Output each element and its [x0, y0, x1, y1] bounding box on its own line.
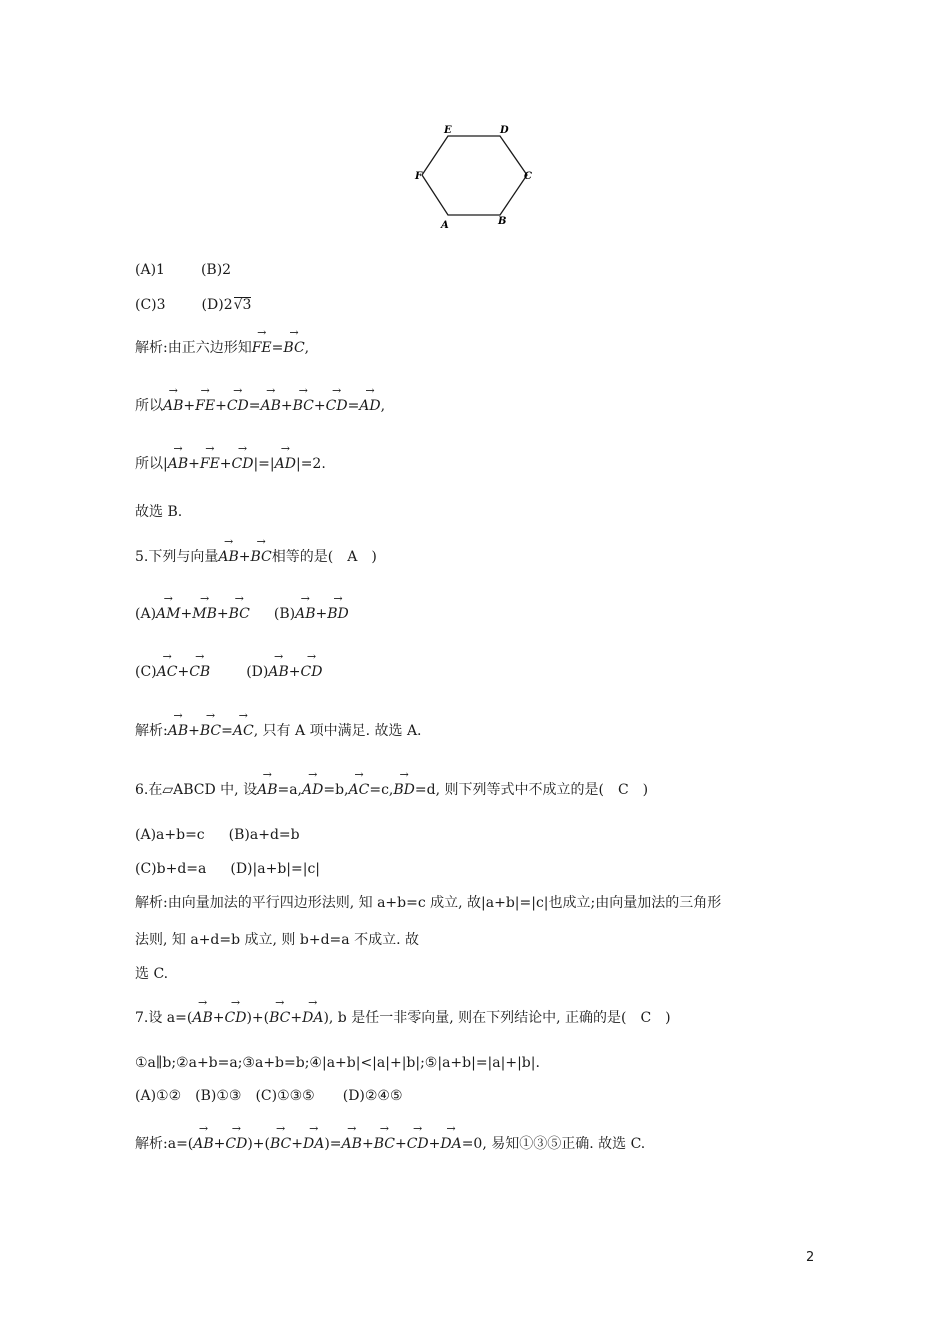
vector-bc: → BC: [293, 396, 314, 416]
vector-cd: → CD: [407, 1134, 429, 1154]
vector-da: → DA: [303, 1134, 324, 1154]
q4-option-d: (D)2: [201, 297, 233, 313]
q6-options-row2: [135, 859, 320, 879]
vector-ac: → AC: [349, 780, 370, 800]
question-text: =d, 则下列等式中不成立的是( C ): [414, 782, 649, 798]
q5-option-d-label: (D): [246, 664, 269, 680]
vector-cd: → CD: [225, 1134, 247, 1154]
solution-text: 解析:a=(: [135, 1136, 194, 1152]
vector-cb: → CB: [189, 662, 210, 682]
vector-ab: → AB: [193, 1134, 213, 1154]
equals: =: [221, 723, 233, 739]
plus: +: [290, 1010, 303, 1026]
q6-option-a: (A)a+b=c: [135, 827, 205, 843]
vector-cd: → CD: [326, 396, 348, 416]
vector-ab: → AB: [268, 662, 288, 682]
q7-conclusions: ①a∥b;②a+b=a;③a+b=b;④|a+b|<|a|+|b|;⑤|a+b|=|a|+|b|.: [135, 1055, 540, 1071]
vector-bc: → BC: [269, 1008, 290, 1028]
question-text: 5.下列与向量: [135, 549, 219, 565]
vector-ab: → AB: [257, 780, 277, 800]
comma: ,: [380, 398, 386, 414]
plus: +: [428, 1136, 441, 1152]
q4-solution-line1: [135, 338, 309, 358]
plus: +: [188, 723, 200, 739]
vector-da: → DA: [440, 1134, 461, 1154]
q4-solution-line3: 所以|→ AB+→ FE+→ CD|=|→ AD|=2.: [135, 454, 326, 474]
q4-conclusion: 故选 B.: [135, 504, 183, 520]
vector-bc: → BC: [283, 338, 304, 358]
vector-ab: → AB: [260, 396, 280, 416]
vector-ac: → AC: [233, 721, 254, 741]
solution-text: 所以|: [135, 456, 168, 472]
q5-option-a-label: (A): [135, 606, 157, 622]
plus: +: [213, 1136, 226, 1152]
plus: +: [291, 1136, 303, 1152]
hexagon-figure: [412, 118, 542, 234]
solution-text: 解析:由正六边形知: [135, 340, 252, 356]
vector-ab: → AB: [168, 721, 188, 741]
plus: +: [288, 664, 301, 680]
question-text: =a,: [277, 782, 303, 798]
q6-stem: [135, 780, 648, 800]
sqrt-symbol: √3: [233, 297, 252, 313]
q5-solution: [135, 721, 422, 741]
question-text: 6.在▱ABCD 中, 设: [135, 782, 258, 798]
vector-fe: → FE: [195, 396, 215, 416]
q6-options-row1: [135, 825, 300, 845]
q6-solution-line1: 解析:由向量加法的平行四边形法则, 知 a+b=c 成立, 故|a+b|=|c|也成立;由向量加法的三角形: [135, 895, 722, 911]
solution-text: =0, 易知①③⑤正确. 故选 C.: [461, 1136, 646, 1152]
label-B: B: [498, 216, 507, 227]
plus: +: [394, 1136, 407, 1152]
label-D: D: [500, 125, 509, 136]
q7-options: (A)①② (B)①③ (C)①③⑤ (D)②④⑤: [135, 1088, 403, 1104]
label-E: E: [444, 125, 452, 136]
question-text: )+(: [246, 1010, 270, 1026]
solution-text: 解析:: [135, 723, 168, 739]
page-number: 2: [806, 1250, 815, 1265]
vector-da: → DA: [302, 1008, 323, 1028]
solution-text: )=: [324, 1136, 342, 1152]
vector-ab: → AB: [295, 604, 315, 624]
q6-option-d: (D)|a+b|=|c|: [230, 861, 321, 877]
vector-bc: → BC: [251, 547, 272, 567]
solution-text: |=2.: [295, 456, 326, 472]
question-text: =c,: [369, 782, 394, 798]
vector-bd: → BD: [327, 604, 349, 624]
vector-fe: → FE: [200, 454, 220, 474]
equals: =: [248, 398, 261, 414]
vector-ad: → AD: [302, 780, 323, 800]
vector-ac: → AC: [157, 662, 178, 682]
vector-ad: → AD: [359, 396, 380, 416]
plus: +: [177, 664, 190, 680]
vector-am: → AM: [156, 604, 180, 624]
q6-solution-line2: 法则, 知 a+d=b 成立, 则 b+d=a 不成立. 故: [135, 932, 419, 948]
plus: +: [313, 398, 326, 414]
q5-option-c-label: (C): [135, 664, 157, 680]
q4-option-b: (B)2: [200, 262, 232, 278]
vector-ab: → AB: [192, 1008, 212, 1028]
q6-option-b: (B)a+d=b: [228, 827, 300, 843]
equals: =: [271, 340, 284, 356]
question-text: =b,: [323, 782, 349, 798]
sqrt-value: 3: [242, 297, 252, 313]
vector-fe: → FE: [252, 338, 272, 358]
q4-options-row2: [135, 295, 251, 315]
vector-bd: → BD: [393, 780, 415, 800]
question-text: 相等的是( A ): [271, 549, 377, 565]
plus: +: [183, 398, 196, 414]
plus: +: [280, 398, 293, 414]
vector-cd: → CD: [232, 454, 254, 474]
vector-mb: → MB: [192, 604, 217, 624]
vector-cd: → CD: [227, 396, 249, 416]
plus: +: [212, 1010, 225, 1026]
vector-ab: → AB: [163, 396, 183, 416]
vector-ab: → AB: [218, 547, 238, 567]
vector-cd: → CD: [301, 662, 323, 682]
q6-option-c: (C)b+d=a: [135, 861, 207, 877]
solution-text: 所以: [135, 398, 163, 414]
q4-option-a: (A)1: [135, 262, 165, 278]
q5-options-row1: [135, 604, 349, 624]
vector-bc: → BC: [200, 721, 221, 741]
plus: +: [361, 1136, 374, 1152]
vector-ab: → AB: [168, 454, 188, 474]
q7-stem: [135, 1008, 671, 1028]
solution-text: )+(: [247, 1136, 270, 1152]
q4-option-c: (C)3: [135, 297, 166, 313]
plus: +: [219, 456, 232, 472]
hexagon-shape: [422, 136, 527, 215]
label-C: C: [524, 171, 532, 182]
plus: +: [215, 398, 227, 414]
vector-cd: → CD: [225, 1008, 247, 1028]
vector-bc: → BC: [374, 1134, 395, 1154]
question-text: ), b 是任一非零向量, 则在下列结论中, 正确的是( C ): [323, 1010, 671, 1026]
comma: ,: [304, 340, 310, 356]
vector-ab: → AB: [342, 1134, 362, 1154]
q7-solution: [135, 1134, 645, 1154]
plus: +: [238, 549, 251, 565]
vector-ad: → AD: [275, 454, 296, 474]
label-F: F: [415, 171, 423, 182]
question-text: 7.设 a=(: [135, 1010, 193, 1026]
q4-options-row1: [135, 260, 231, 280]
label-A: A: [441, 220, 449, 231]
plus: +: [216, 606, 229, 622]
plus: +: [315, 606, 328, 622]
vector-bc: → BC: [229, 604, 250, 624]
q5-options-row2: [135, 662, 322, 682]
q6-solution-line3: 选 C.: [135, 966, 169, 982]
equals: =: [347, 398, 360, 414]
vector-bc: → BC: [270, 1134, 291, 1154]
solution-text: , 只有 A 项中满足. 故选 A.: [253, 723, 422, 739]
plus: +: [188, 456, 200, 472]
q4-solution-line2: [135, 396, 385, 416]
plus: +: [180, 606, 193, 622]
q5-stem: [135, 547, 377, 567]
q5-option-b-label: (B): [273, 606, 296, 622]
